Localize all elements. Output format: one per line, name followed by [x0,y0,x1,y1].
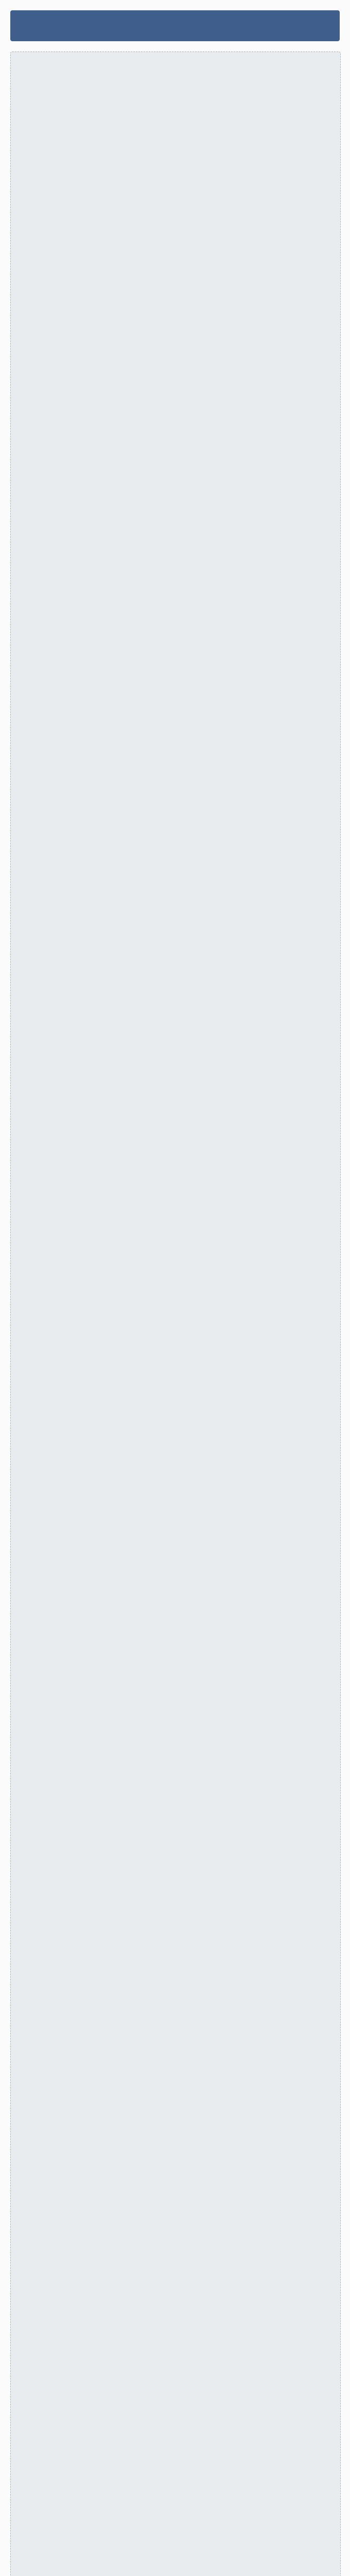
page-title-banner [10,10,340,41]
content-placeholder [10,52,341,2576]
